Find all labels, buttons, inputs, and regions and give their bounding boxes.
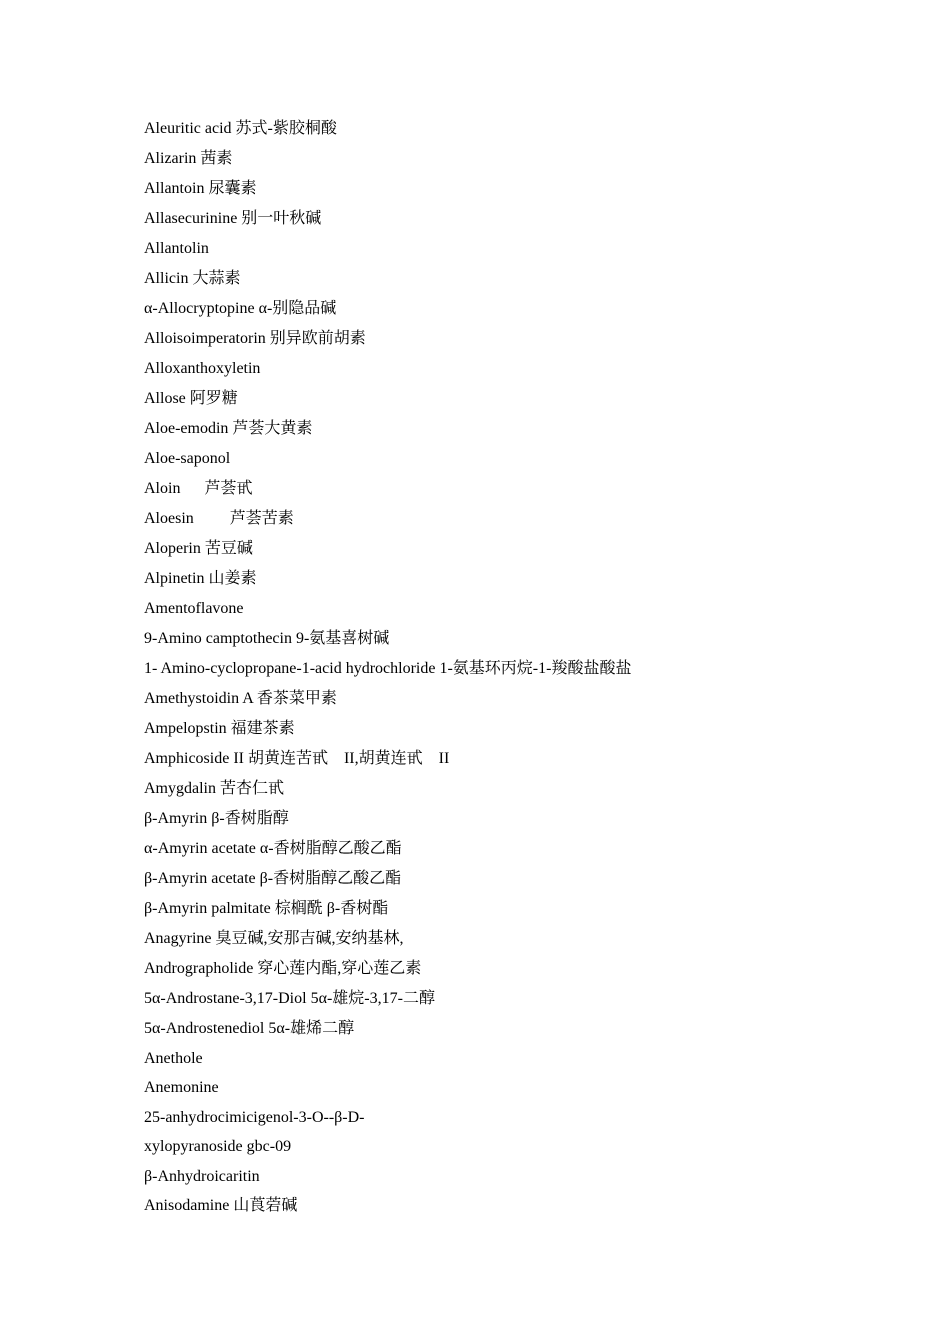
list-item: β-Amyrin palmitate 棕榈酰 β-香树酯: [144, 900, 389, 917]
list-item: α-Amyrin acetate α-香树脂醇乙酸乙酯: [144, 840, 402, 857]
list-item: Anethole: [144, 1049, 203, 1067]
list-item: Alloisoimperatorin 别异欧前胡素: [144, 330, 366, 347]
list-item: Allicin 大蒜素: [144, 270, 241, 287]
list-item: xylopyranoside gbc-09: [144, 1138, 292, 1155]
list-item: Andrographolide 穿心莲内酯,穿心莲乙素: [144, 960, 422, 977]
list-item: 9-Amino camptothecin 9-氨基喜树碱: [144, 630, 390, 647]
list-item: Amphicoside II 胡黄连苦甙 II,胡黄连甙 II: [144, 750, 450, 767]
list-item: 25-anhydrocimicigenol-3-O--β-D-: [144, 1108, 365, 1126]
list-item: Aloperin 苦豆碱: [144, 540, 253, 557]
list-item: Alpinetin 山姜素: [144, 570, 257, 587]
compound-list: [144, 114, 904, 1221]
list-item: Aloin 芦荟甙: [144, 480, 253, 497]
list-item: 5α-Androstenediol 5α-雄烯二醇: [144, 1020, 355, 1037]
list-item: Anemonine: [144, 1079, 219, 1096]
list-item: Allantolin: [144, 240, 209, 257]
list-item: 1- Amino-cyclopropane-1-acid hydrochloride 1-氨基环丙烷-1-羧酸盐酸盐: [144, 660, 632, 677]
list-item: Anisodamine 山莨菪碱: [144, 1197, 298, 1214]
list-item: Aloesin 芦荟苦素: [144, 510, 294, 527]
list-item: α-Allocryptopine α-别隐品碱: [144, 300, 337, 317]
list-item: Amethystoidin A 香茶菜甲素: [144, 690, 337, 707]
list-item: β-Anhydroicaritin: [144, 1167, 260, 1185]
list-item: Amentoflavone: [144, 600, 244, 617]
list-item: Aleuritic acid 苏式-紫胶桐酸: [144, 120, 337, 137]
list-item: Aloe-emodin 芦荟大黄素: [144, 420, 313, 437]
list-item: Allantoin 尿囊素: [144, 180, 257, 197]
list-item: Aloe-saponol: [144, 450, 231, 467]
list-item: Amygdalin 苦杏仁甙: [144, 780, 284, 797]
list-item: Ampelopstin 福建茶素: [144, 720, 295, 737]
list-item: 5α-Androstane-3,17-Diol 5α-雄烷-3,17-二醇: [144, 990, 435, 1007]
list-item: Alloxanthoxyletin: [144, 360, 261, 377]
list-item: Allasecurinine 别一叶秋碱: [144, 210, 322, 227]
list-item: Anagyrine 臭豆碱,安那吉碱,安纳基林,: [144, 930, 404, 947]
list-item: Alizarin 茜素: [144, 150, 233, 167]
list-item: Allose 阿罗糖: [144, 390, 238, 407]
list-item: β-Amyrin β-香树脂醇: [144, 810, 289, 827]
list-item: β-Amyrin acetate β-香树脂醇乙酸乙酯: [144, 870, 402, 887]
